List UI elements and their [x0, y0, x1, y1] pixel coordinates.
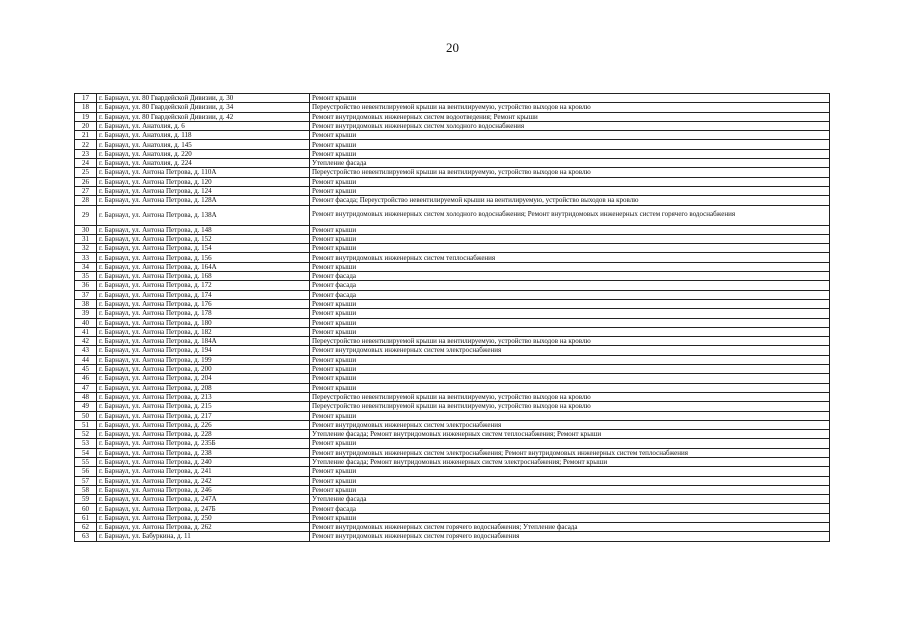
work-type-cell: Ремонт внутридомовых инженерных систем теплоснабжения	[310, 253, 830, 262]
row-number-cell: 49	[75, 402, 97, 411]
work-type-cell: Ремонт крыши	[310, 309, 830, 318]
row-number-cell: 59	[75, 495, 97, 504]
address-cell: г. Барнаул, ул. Анатолия, д. 6	[97, 121, 310, 130]
address-cell: г. Барнаул, ул. Антона Петрова, д. 176	[97, 299, 310, 308]
address-cell: г. Барнаул, ул. Антона Петрова, д. 172	[97, 281, 310, 290]
work-type-cell: Ремонт крыши	[310, 262, 830, 271]
row-number-cell: 57	[75, 476, 97, 485]
page-number: 20	[446, 40, 459, 55]
work-type-cell: Ремонт крыши	[310, 476, 830, 485]
table-row	[75, 467, 830, 476]
work-type-cell: Переустройство невентилируемой крыши на вентилируемую, устройство выходов на кровлю	[310, 337, 830, 346]
work-type-cell: Утепление фасада; Ремонт внутридомовых инженерных систем теплоснабжения; Ремонт крыши	[310, 430, 830, 439]
row-number-cell: 17	[75, 94, 97, 103]
address-cell: г. Барнаул, ул. Анатолия, д. 118	[97, 131, 310, 140]
address-cell: г. Барнаул, ул. Антона Петрова, д. 242	[97, 476, 310, 485]
table-row	[75, 365, 830, 374]
work-type-cell: Ремонт крыши	[310, 365, 830, 374]
work-type-cell: Ремонт крыши	[310, 131, 830, 140]
row-number-cell: 32	[75, 244, 97, 253]
row-number-cell: 46	[75, 374, 97, 383]
row-number-cell: 40	[75, 318, 97, 327]
row-number-cell: 50	[75, 411, 97, 420]
work-type-cell: Ремонт крыши	[310, 439, 830, 448]
work-type-cell: Ремонт крыши	[310, 94, 830, 103]
work-type-cell: Ремонт крыши	[310, 374, 830, 383]
table-row	[75, 402, 830, 411]
work-type-cell: Утепление фасада; Ремонт внутридомовых инженерных систем электроснабжения; Ремонт крыши	[310, 457, 830, 466]
address-cell: г. Барнаул, ул. Антона Петрова, д. 194	[97, 346, 310, 355]
table-row	[75, 337, 830, 346]
works-table-container	[74, 93, 829, 542]
address-cell: г. Барнаул, ул. Антона Петрова, д. 240	[97, 457, 310, 466]
table-row	[75, 244, 830, 253]
work-type-cell: Ремонт крыши	[310, 485, 830, 494]
row-number-cell: 62	[75, 523, 97, 532]
address-cell: г. Барнаул, ул. Антона Петрова, д. 250	[97, 513, 310, 522]
work-type-cell: Ремонт крыши	[310, 177, 830, 186]
row-number-cell: 20	[75, 121, 97, 130]
work-type-cell: Ремонт внутридомовых инженерных систем холодного водоснабжения; Ремонт внутридомовых инженерных систем горячего водоснабжения	[310, 205, 830, 225]
table-row	[75, 262, 830, 271]
table-row	[75, 168, 830, 177]
address-cell: г. Барнаул, ул. Антона Петрова, д. 204	[97, 374, 310, 383]
row-number-cell: 22	[75, 140, 97, 149]
address-cell: г. Барнаул, ул. Антона Петрова, д. 247А	[97, 495, 310, 504]
row-number-cell: 56	[75, 467, 97, 476]
work-type-cell: Ремонт крыши	[310, 513, 830, 522]
row-number-cell: 19	[75, 112, 97, 121]
row-number-cell: 34	[75, 262, 97, 271]
work-type-cell: Ремонт крыши	[310, 140, 830, 149]
address-cell: г. Барнаул, ул. Антона Петрова, д. 226	[97, 420, 310, 429]
table-row	[75, 121, 830, 130]
table-row	[75, 94, 830, 103]
work-type-cell: Ремонт фасада	[310, 272, 830, 281]
address-cell: г. Барнаул, ул. Анатолия, д. 145	[97, 140, 310, 149]
work-type-cell: Переустройство невентилируемой крыши на вентилируемую, устройство выходов на кровлю	[310, 392, 830, 401]
row-number-cell: 47	[75, 383, 97, 392]
row-number-cell: 45	[75, 365, 97, 374]
work-type-cell: Ремонт крыши	[310, 355, 830, 364]
address-cell: г. Барнаул, ул. Антона Петрова, д. 180	[97, 318, 310, 327]
work-type-cell: Ремонт внутридомовых инженерных систем водоотведения; Ремонт крыши	[310, 112, 830, 121]
work-type-cell: Утепление фасада	[310, 159, 830, 168]
row-number-cell: 33	[75, 253, 97, 262]
address-cell: г. Барнаул, ул. 80 Гвардейской Дивизии, д. 42	[97, 112, 310, 121]
table-row	[75, 504, 830, 513]
work-type-cell: Утепление фасада	[310, 495, 830, 504]
row-number-cell: 61	[75, 513, 97, 522]
row-number-cell: 58	[75, 485, 97, 494]
work-type-cell: Ремонт внутридомовых инженерных систем электроснабжения; Ремонт внутридомовых инженерных систем теплоснабжения	[310, 448, 830, 457]
work-type-cell: Ремонт внутридомовых инженерных систем холодного водоснабжения	[310, 121, 830, 130]
table-row	[75, 177, 830, 186]
address-cell: г. Барнаул, ул. Бабуркина, д. 11	[97, 532, 310, 541]
address-cell: г. Барнаул, ул. Антона Петрова, д. 246	[97, 485, 310, 494]
row-number-cell: 36	[75, 281, 97, 290]
address-cell: г. Барнаул, ул. Антона Петрова, д. 152	[97, 234, 310, 243]
row-number-cell: 52	[75, 430, 97, 439]
table-row	[75, 355, 830, 364]
table-row	[75, 346, 830, 355]
row-number-cell: 21	[75, 131, 97, 140]
row-number-cell: 35	[75, 272, 97, 281]
address-cell: г. Барнаул, ул. Антона Петрова, д. 164А	[97, 262, 310, 271]
work-type-cell: Ремонт крыши	[310, 225, 830, 234]
address-cell: г. Барнаул, ул. Антона Петрова, д. 110А	[97, 168, 310, 177]
work-type-cell: Ремонт внутридомовых инженерных систем горячего водоснабжения; Утепление фасада	[310, 523, 830, 532]
address-cell: г. Барнаул, ул. Антона Петрова, д. 168	[97, 272, 310, 281]
work-type-cell: Ремонт фасада	[310, 290, 830, 299]
address-cell: г. Барнаул, ул. Антона Петрова, д. 213	[97, 392, 310, 401]
work-type-cell: Ремонт крыши	[310, 411, 830, 420]
row-number-cell: 60	[75, 504, 97, 513]
table-row	[75, 476, 830, 485]
address-cell: г. Барнаул, ул. Антона Петрова, д. 148	[97, 225, 310, 234]
row-number-cell: 44	[75, 355, 97, 364]
row-number-cell: 25	[75, 168, 97, 177]
address-cell: г. Барнаул, ул. Антона Петрова, д. 156	[97, 253, 310, 262]
row-number-cell: 23	[75, 149, 97, 158]
work-type-cell: Ремонт крыши	[310, 327, 830, 336]
table-row	[75, 392, 830, 401]
work-type-cell: Ремонт крыши	[310, 244, 830, 253]
address-cell: г. Барнаул, ул. 80 Гвардейской Дивизии, д. 34	[97, 103, 310, 112]
address-cell: г. Барнаул, ул. Антона Петрова, д. 228	[97, 430, 310, 439]
table-row	[75, 299, 830, 308]
row-number-cell: 63	[75, 532, 97, 541]
address-cell: г. Барнаул, ул. Антона Петрова, д. 247Б	[97, 504, 310, 513]
address-cell: г. Барнаул, ул. Антона Петрова, д. 128А	[97, 196, 310, 205]
row-number-cell: 39	[75, 309, 97, 318]
table-row	[75, 103, 830, 112]
work-type-cell: Переустройство невентилируемой крыши на вентилируемую, устройство выходов на кровлю	[310, 402, 830, 411]
work-type-cell: Ремонт внутридомовых инженерных систем электроснабжения	[310, 420, 830, 429]
table-row	[75, 485, 830, 494]
row-number-cell: 31	[75, 234, 97, 243]
row-number-cell: 29	[75, 205, 97, 225]
table-row	[75, 430, 830, 439]
table-row	[75, 448, 830, 457]
work-type-cell: Ремонт фасада	[310, 281, 830, 290]
table-row	[75, 374, 830, 383]
work-type-cell: Переустройство невентилируемой крыши на вентилируемую, устройство выходов на кровлю	[310, 168, 830, 177]
row-number-cell: 48	[75, 392, 97, 401]
address-cell: г. Барнаул, ул. 80 Гвардейской Дивизии, д. 30	[97, 94, 310, 103]
work-type-cell: Переустройство невентилируемой крыши на вентилируемую, устройство выходов на кровлю	[310, 103, 830, 112]
table-row	[75, 281, 830, 290]
table-row	[75, 523, 830, 532]
address-cell: г. Барнаул, ул. Антона Петрова, д. 154	[97, 244, 310, 253]
work-type-cell: Ремонт фасада; Переустройство невентилируемой крыши на вентилируемую, устройство выходов на кровлю	[310, 196, 830, 205]
table-row	[75, 420, 830, 429]
address-cell: г. Барнаул, ул. Антона Петрова, д. 120	[97, 177, 310, 186]
table-row	[75, 411, 830, 420]
row-number-cell: 37	[75, 290, 97, 299]
address-cell: г. Барнаул, ул. Антона Петрова, д. 178	[97, 309, 310, 318]
table-row	[75, 383, 830, 392]
table-row	[75, 495, 830, 504]
address-cell: г. Барнаул, ул. Антона Петрова, д. 174	[97, 290, 310, 299]
table-row	[75, 131, 830, 140]
address-cell: г. Барнаул, ул. Анатолия, д. 220	[97, 149, 310, 158]
row-number-cell: 26	[75, 177, 97, 186]
table-row	[75, 140, 830, 149]
address-cell: г. Барнаул, ул. Антона Петрова, д. 215	[97, 402, 310, 411]
table-row	[75, 112, 830, 121]
address-cell: г. Барнаул, ул. Антона Петрова, д. 138А	[97, 205, 310, 225]
table-row	[75, 457, 830, 466]
table-row	[75, 234, 830, 243]
row-number-cell: 28	[75, 196, 97, 205]
work-type-cell: Ремонт крыши	[310, 234, 830, 243]
table-row	[75, 290, 830, 299]
table-row	[75, 327, 830, 336]
table-row	[75, 513, 830, 522]
row-number-cell: 42	[75, 337, 97, 346]
address-cell: г. Барнаул, ул. Антона Петрова, д. 238	[97, 448, 310, 457]
work-type-cell: Ремонт внутридомовых инженерных систем горячего водоснабжения	[310, 532, 830, 541]
row-number-cell: 27	[75, 186, 97, 195]
work-type-cell: Ремонт внутридомовых инженерных систем электроснабжения	[310, 346, 830, 355]
work-type-cell: Ремонт крыши	[310, 186, 830, 195]
address-cell: г. Барнаул, ул. Антона Петрова, д. 184А	[97, 337, 310, 346]
table-row	[75, 205, 830, 225]
row-number-cell: 38	[75, 299, 97, 308]
table-row	[75, 439, 830, 448]
address-cell: г. Барнаул, ул. Анатолия, д. 224	[97, 159, 310, 168]
address-cell: г. Барнаул, ул. Антона Петрова, д. 217	[97, 411, 310, 420]
row-number-cell: 54	[75, 448, 97, 457]
address-cell: г. Барнаул, ул. Антона Петрова, д. 199	[97, 355, 310, 364]
work-type-cell: Ремонт крыши	[310, 299, 830, 308]
work-type-cell: Ремонт фасада	[310, 504, 830, 513]
row-number-cell: 24	[75, 159, 97, 168]
row-number-cell: 43	[75, 346, 97, 355]
work-type-cell: Ремонт крыши	[310, 467, 830, 476]
row-number-cell: 41	[75, 327, 97, 336]
address-cell: г. Барнаул, ул. Антона Петрова, д. 124	[97, 186, 310, 195]
table-row	[75, 196, 830, 205]
row-number-cell: 51	[75, 420, 97, 429]
address-cell: г. Барнаул, ул. Антона Петрова, д. 241	[97, 467, 310, 476]
row-number-cell: 53	[75, 439, 97, 448]
row-number-cell: 55	[75, 457, 97, 466]
address-cell: г. Барнаул, ул. Антона Петрова, д. 208	[97, 383, 310, 392]
row-number-cell: 30	[75, 225, 97, 234]
address-cell: г. Барнаул, ул. Антона Петрова, д. 182	[97, 327, 310, 336]
table-row	[75, 532, 830, 541]
address-cell: г. Барнаул, ул. Антона Петрова, д. 235Б	[97, 439, 310, 448]
address-cell: г. Барнаул, ул. Антона Петрова, д. 262	[97, 523, 310, 532]
address-cell: г. Барнаул, ул. Антона Петрова, д. 200	[97, 365, 310, 374]
row-number-cell: 18	[75, 103, 97, 112]
table-row	[75, 253, 830, 262]
table-row	[75, 186, 830, 195]
table-row	[75, 309, 830, 318]
table-row	[75, 149, 830, 158]
table-row	[75, 318, 830, 327]
works-table-body	[75, 94, 830, 542]
work-type-cell: Ремонт крыши	[310, 383, 830, 392]
table-row	[75, 225, 830, 234]
table-row	[75, 159, 830, 168]
table-row	[75, 272, 830, 281]
work-type-cell: Ремонт крыши	[310, 149, 830, 158]
works-table	[74, 93, 830, 542]
work-type-cell: Ремонт крыши	[310, 318, 830, 327]
